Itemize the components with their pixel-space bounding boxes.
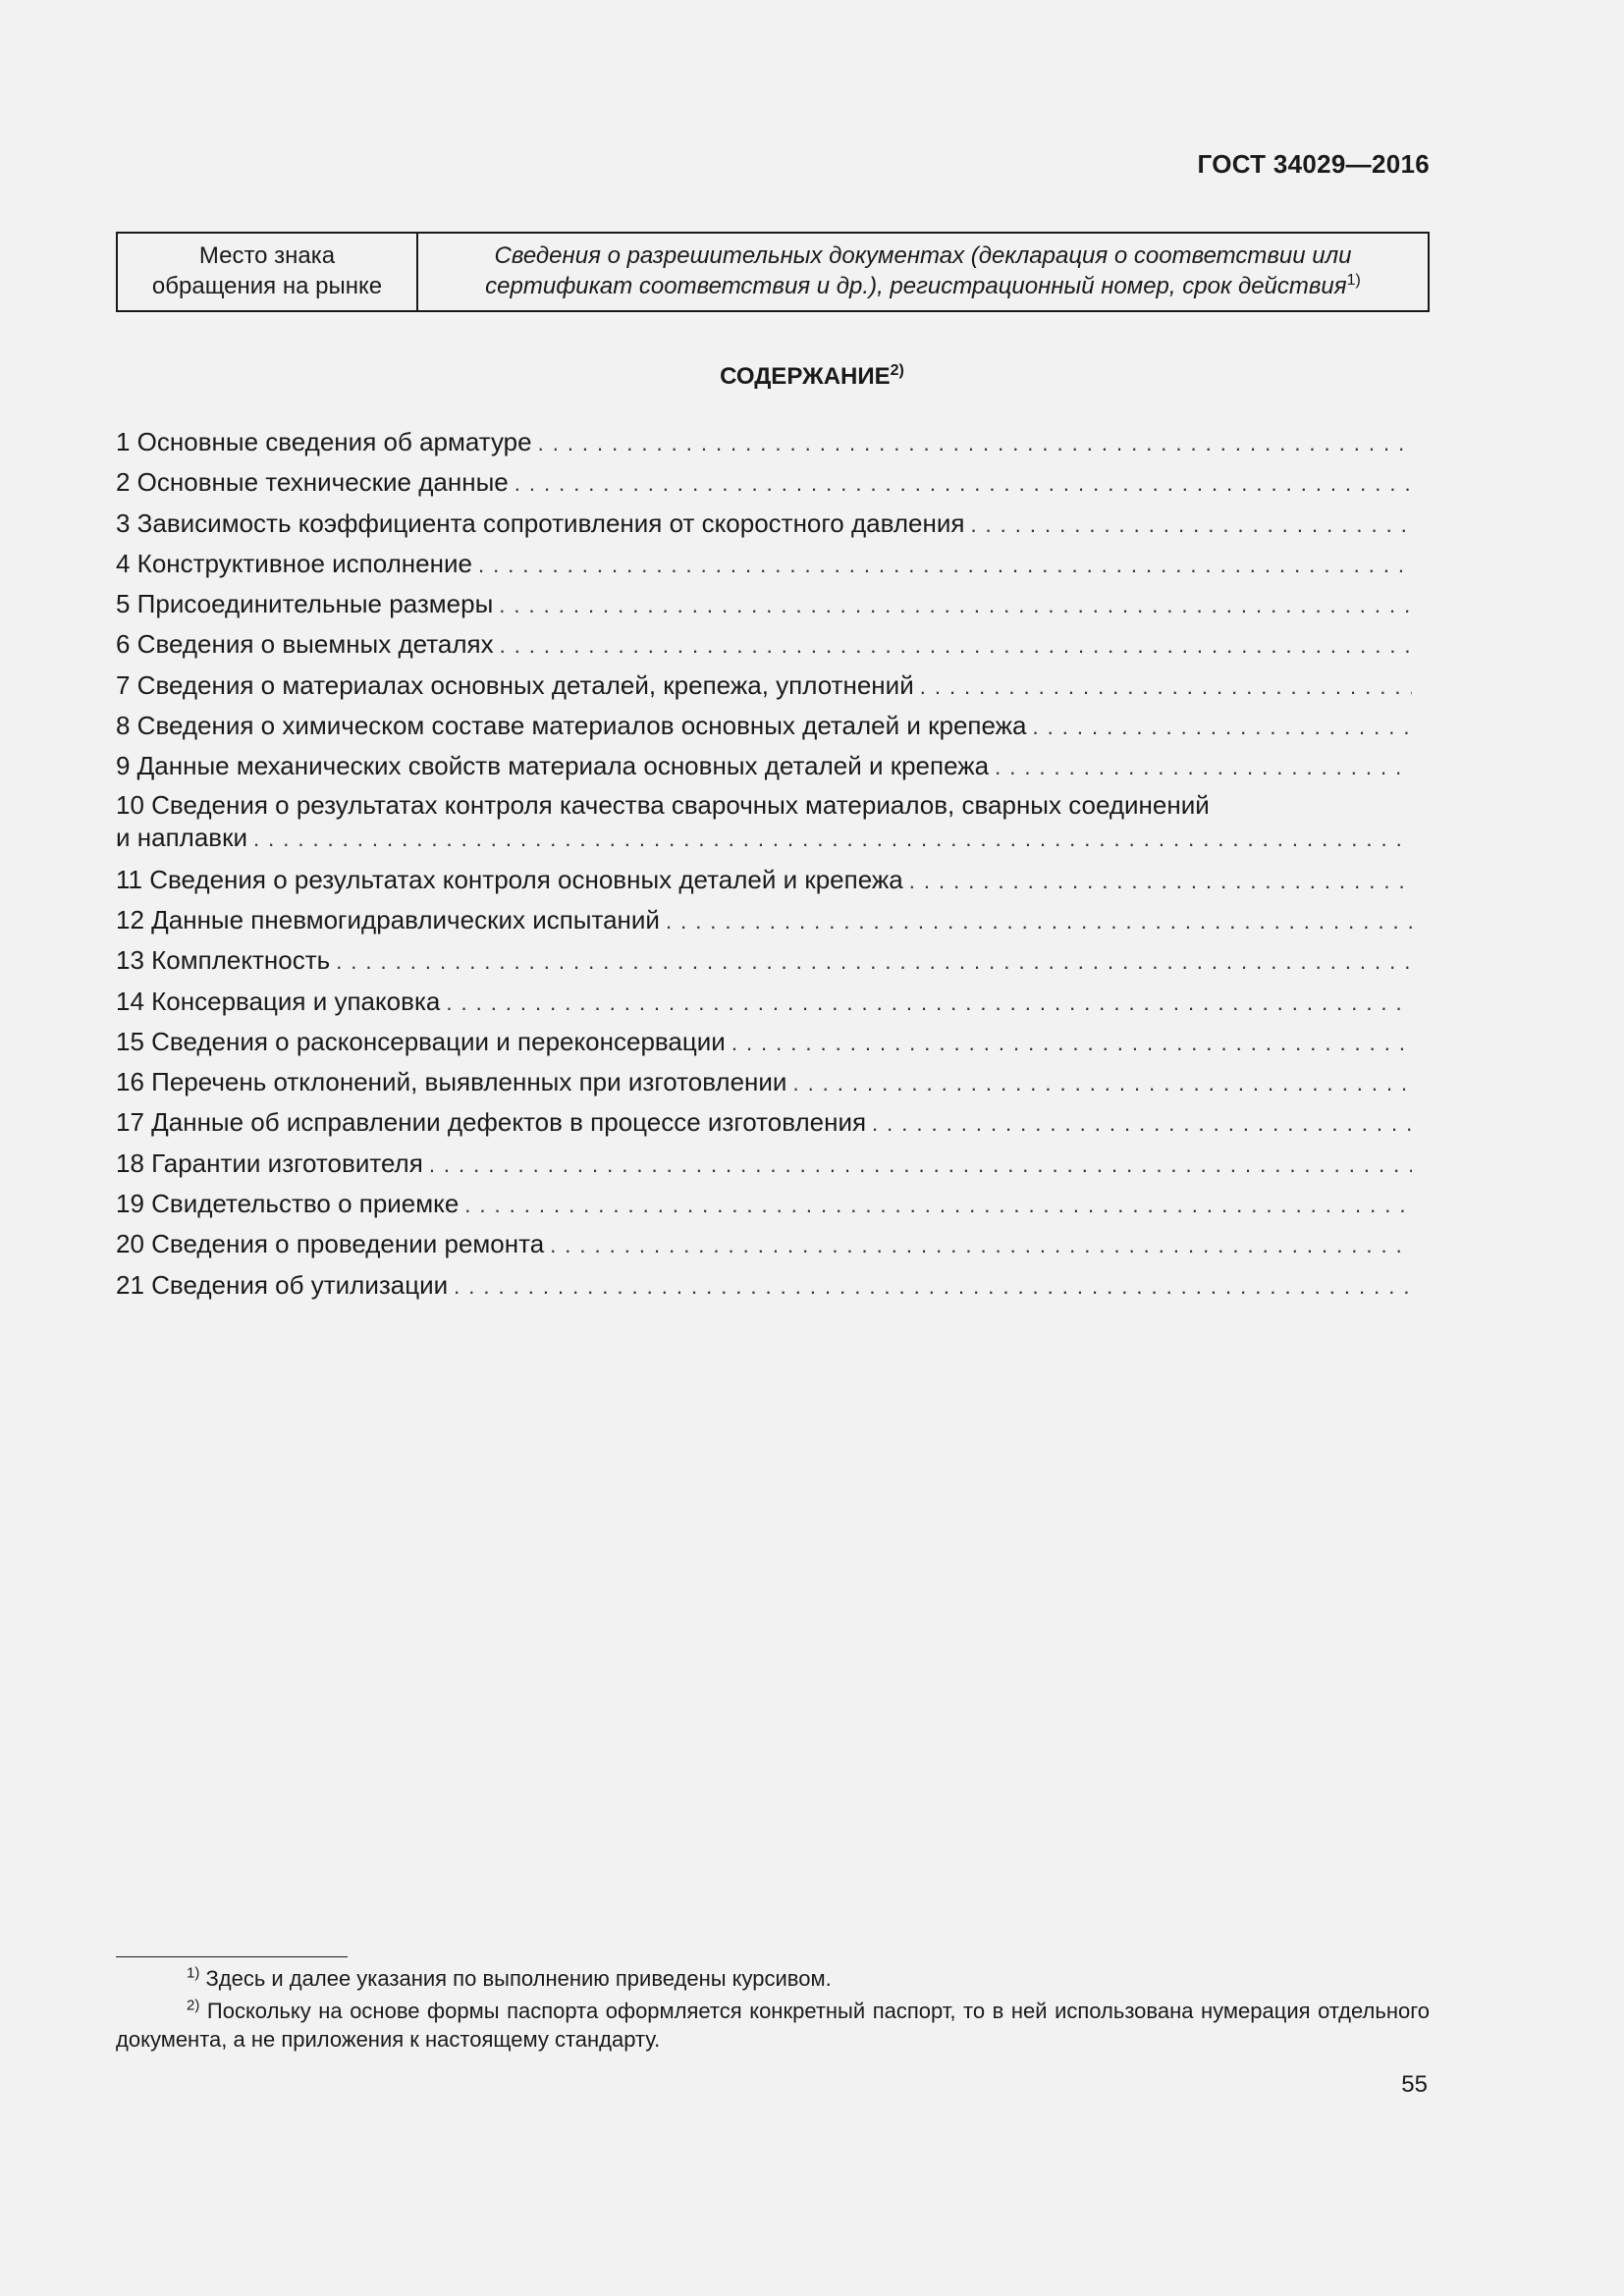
toc-item-label: 4 Конструктивное исполнение bbox=[116, 548, 472, 578]
toc-item-label: 1 Основные сведения об арматуре bbox=[116, 427, 532, 456]
toc-item bbox=[116, 940, 1412, 981]
toc-item-label: 16 Перечень отклонений, выявленных при изготовлении bbox=[116, 1067, 787, 1097]
toc-item-label: 7 Сведения о материалах основных деталей, крепежа, уплотнений bbox=[116, 669, 914, 700]
footnote bbox=[116, 1964, 1430, 1993]
toc-item bbox=[116, 1184, 1412, 1224]
toc-item-label: 5 Присоединительные размеры bbox=[116, 589, 494, 619]
toc-item bbox=[116, 982, 1412, 1022]
market-mark-cell bbox=[117, 233, 417, 311]
toc-item-label: 2 Основные технические данные bbox=[116, 467, 509, 498]
toc-item-label: 9 Данные механических свойств материала основных деталей и крепежа bbox=[116, 751, 990, 781]
footnote-mark: 2) bbox=[187, 1997, 200, 2014]
toc-item bbox=[116, 860, 1412, 900]
market-mark-table bbox=[116, 232, 1430, 312]
toc-item-label: 6 Сведения о выемных деталях bbox=[116, 629, 494, 660]
toc-item bbox=[116, 666, 1412, 706]
toc-item-label: 13 Комплектность bbox=[116, 945, 331, 976]
toc-item bbox=[116, 1022, 1412, 1062]
toc-item-label: 10 Сведения о результатах контроля качества сварочных материалов, сварных соединений bbox=[116, 789, 1210, 820]
footnote-ref: 1) bbox=[1346, 272, 1361, 289]
toc-item bbox=[116, 900, 1412, 940]
toc-item bbox=[116, 624, 1412, 665]
page-number: 55 bbox=[1401, 2071, 1428, 2098]
toc-item bbox=[116, 584, 1412, 624]
toc-item bbox=[116, 422, 1412, 462]
leader-dots bbox=[253, 823, 1412, 855]
toc-title-text: СОДЕРЖАНИЕ bbox=[720, 363, 891, 390]
leader-dots bbox=[514, 463, 1412, 504]
leader-dots bbox=[1033, 707, 1412, 747]
leader-dots bbox=[429, 1145, 1412, 1185]
cell-text-line: Место знака bbox=[198, 242, 336, 269]
leader-dots bbox=[909, 861, 1412, 901]
toc-item-label: 15 Сведения о расконсервации и переконсервации bbox=[116, 1026, 726, 1056]
footnote-mark: 1) bbox=[187, 1964, 200, 1982]
toc-item-label: 18 Гарантии изготовителя bbox=[116, 1148, 423, 1178]
document-code: ГОСТ 34029—2016 bbox=[1197, 149, 1430, 179]
footnotes bbox=[116, 1964, 1430, 2057]
footnote bbox=[116, 1997, 1430, 2054]
toc-item bbox=[116, 1144, 1412, 1184]
leader-dots bbox=[792, 1063, 1412, 1103]
toc-item-label: 3 Зависимость коэффициента сопротивления от скоростного давления bbox=[116, 507, 965, 538]
leader-dots bbox=[920, 667, 1412, 707]
toc-item bbox=[116, 462, 1412, 503]
cell-text-line: обращения на рынке bbox=[151, 273, 383, 299]
leader-dots bbox=[446, 983, 1412, 1023]
toc-item-label: 20 Сведения о проведении ремонта bbox=[116, 1229, 545, 1259]
toc-item-label: 21 Сведения об утилизации bbox=[116, 1269, 449, 1300]
toc-item-label: 14 Консервация и упаковка bbox=[116, 986, 441, 1016]
leader-dots bbox=[454, 1266, 1412, 1307]
toc-item bbox=[116, 504, 1412, 544]
toc-item-label: 19 Свидетельство о приемке bbox=[116, 1189, 460, 1219]
leader-dots bbox=[550, 1225, 1412, 1265]
toc-item bbox=[116, 1265, 1412, 1306]
toc-item-label: 12 Данные пневмогидравлических испытаний bbox=[116, 904, 660, 934]
leader-dots bbox=[500, 625, 1412, 666]
toc-item-label: и наплавки bbox=[116, 822, 247, 852]
toc-item-continuation bbox=[116, 822, 1412, 855]
table-of-contents bbox=[116, 422, 1412, 1306]
leader-dots bbox=[872, 1103, 1412, 1144]
toc-item bbox=[116, 1102, 1412, 1143]
leader-dots bbox=[464, 1185, 1412, 1225]
leader-dots bbox=[995, 747, 1412, 787]
footnote-text: Поскольку на основе формы паспорта оформляется конкретный паспорт, то в ней использована нумерация отдельного документа, а не приложения к настоящему стандарту. bbox=[116, 1999, 1430, 2052]
toc-item bbox=[116, 1224, 1412, 1264]
footnote-divider bbox=[116, 1956, 348, 1957]
footnote-text: Здесь и далее указания по выполнению приведены курсивом. bbox=[205, 1966, 832, 1991]
leader-dots bbox=[666, 901, 1412, 941]
cell-text-line: сертификат соответствия и др.), регистрационный номер, срок действия bbox=[485, 273, 1347, 299]
toc-title bbox=[0, 363, 1624, 391]
leader-dots bbox=[336, 941, 1412, 982]
toc-item-label: 8 Сведения о химическом составе материалов основных деталей и крепежа bbox=[116, 711, 1027, 741]
permit-docs-cell bbox=[417, 233, 1429, 311]
leader-dots bbox=[478, 545, 1412, 585]
toc-item bbox=[116, 1062, 1412, 1102]
leader-dots bbox=[538, 423, 1412, 463]
toc-item bbox=[116, 544, 1412, 584]
leader-dots bbox=[731, 1023, 1412, 1063]
leader-dots bbox=[499, 585, 1412, 625]
cell-text-line: Сведения о разрешительных документах (декларация о соответствии или bbox=[494, 242, 1352, 269]
footnote-ref: 2) bbox=[890, 362, 904, 379]
toc-item-label: 17 Данные об исправлении дефектов в процессе изготовления bbox=[116, 1107, 867, 1138]
leader-dots bbox=[970, 505, 1412, 545]
toc-item bbox=[116, 746, 1412, 786]
toc-item bbox=[116, 706, 1412, 746]
table-row bbox=[117, 233, 1429, 311]
toc-item bbox=[116, 787, 1412, 860]
toc-item-label: 11 Сведения о результатах контроля основных деталей и крепежа bbox=[116, 864, 903, 894]
